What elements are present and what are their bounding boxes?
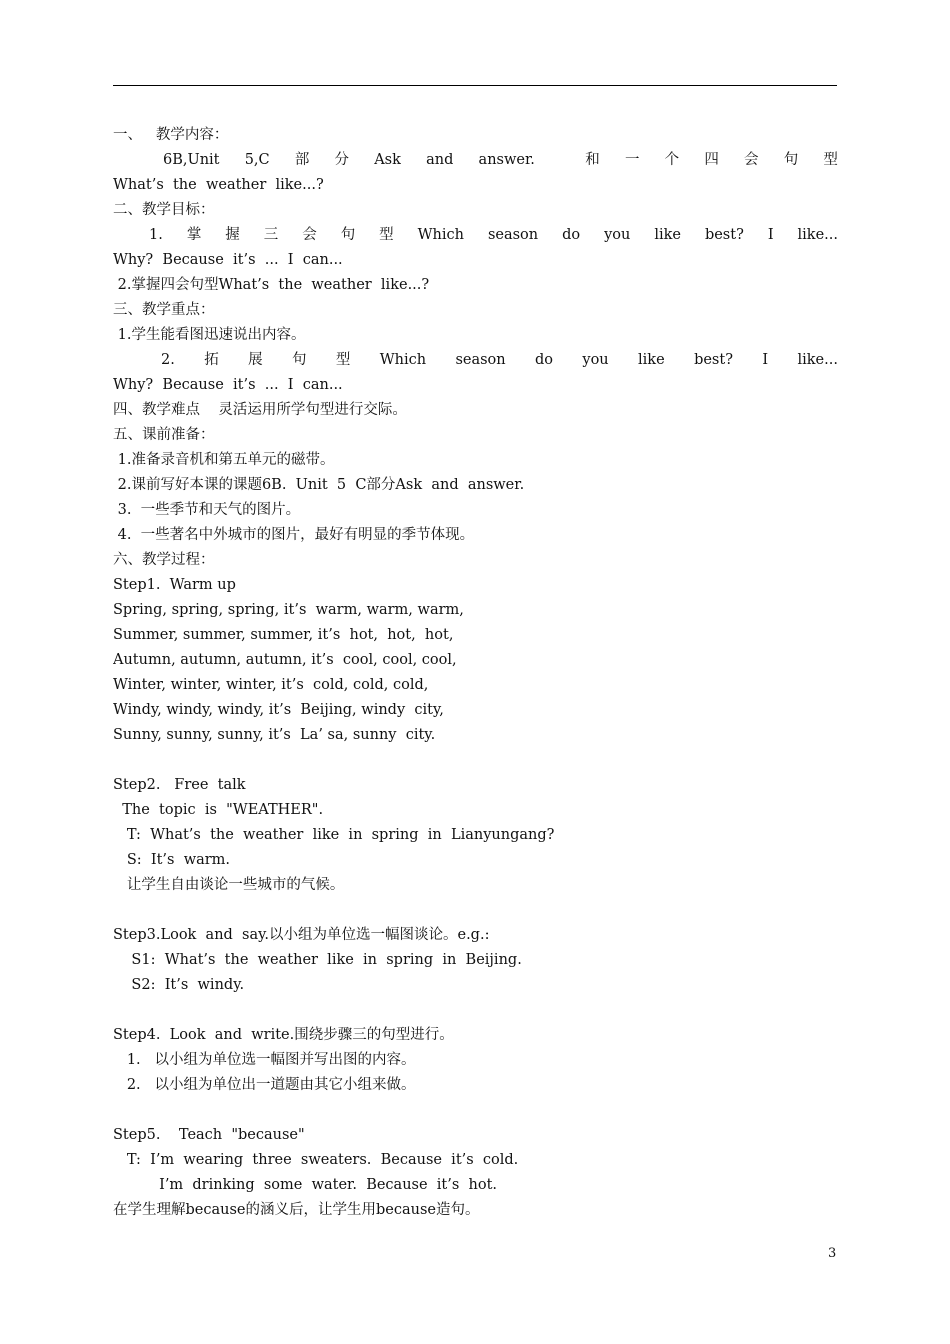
word: 6B,Unit	[163, 152, 220, 168]
word: like	[654, 227, 681, 243]
text-line: Step5. Teach "because"	[113, 1127, 305, 1143]
text-line: S1: What’s the weather like in spring in Beijing.	[113, 952, 522, 968]
blank-line	[113, 898, 838, 923]
blank-line	[113, 998, 838, 1023]
text-line: 五、课前准备：	[113, 427, 215, 443]
justified-line	[113, 348, 838, 373]
word: 句	[340, 227, 356, 243]
word: 分	[334, 152, 350, 168]
text-line: 4. 一些著名中外城市的图片，最好有明显的季节体现。	[113, 527, 475, 543]
word: 一	[624, 152, 640, 168]
word: do	[535, 352, 554, 368]
word: answer.	[478, 152, 535, 168]
text-line: 让学生自由谈论一些城市的气候。	[113, 877, 345, 893]
word: Ask	[374, 152, 401, 168]
word: best?	[694, 352, 733, 368]
word: you	[582, 352, 609, 368]
text-line: Windy, windy, windy, it’s Beijing, windy city,	[113, 702, 444, 718]
text-line: 3. 一些季节和天气的图片。	[113, 502, 301, 518]
word: 句	[783, 152, 799, 168]
word: 拓	[204, 352, 219, 368]
text-line: I’m drinking some water. Because it’s hot.	[113, 1177, 498, 1193]
word: season	[487, 227, 539, 243]
text-line: Step2. Free talk	[113, 777, 246, 793]
word: do	[562, 227, 581, 243]
text-line: Sunny, sunny, sunny, it’s La’ sa, sunny city.	[113, 727, 436, 743]
word: 三	[263, 227, 279, 243]
document-body	[113, 123, 838, 1223]
word: Which	[417, 227, 464, 243]
text-line: 1.准备录音机和第五单元的磁带。	[113, 452, 335, 468]
word: 个	[664, 152, 680, 168]
word: 掌	[186, 227, 202, 243]
text-line: 2.课前写好本课的课题6B. Unit 5 C部分Ask and answer.	[113, 477, 525, 493]
text-line: 四、教学难点 灵活运用所学句型进行交际。	[113, 402, 407, 418]
word: season	[455, 352, 506, 368]
text-line: Step4. Look and write.围绕步骤三的句型进行。	[113, 1027, 454, 1043]
text-line: 在学生理解because的涵义后，让学生用because造句。	[113, 1202, 480, 1218]
word: like...	[797, 227, 838, 243]
text-line: S2: It’s windy.	[113, 977, 245, 993]
word: Which	[379, 352, 427, 368]
word: you	[604, 227, 631, 243]
word: like	[638, 352, 665, 368]
text-line: 1.学生能看图迅速说出内容。	[113, 327, 306, 343]
text-line: 二、教学目标：	[113, 202, 215, 218]
text-line: Autumn, autumn, autumn, it’s cool, cool, cool,	[113, 652, 457, 668]
text-line: Step3.Look and say.以小组为单位选一幅图谈论。e.g.:	[113, 927, 490, 943]
page-number: 3	[828, 1246, 837, 1261]
text-line: 三、教学重点：	[113, 302, 215, 318]
text-line: 1. 以小组为单位选一幅图并写出图的内容。	[113, 1052, 416, 1068]
text-line: Why? Because it’s ... I can...	[113, 252, 343, 268]
word: 句	[291, 352, 307, 368]
word: I	[762, 352, 769, 368]
word: I	[767, 227, 774, 243]
blank-line	[113, 748, 838, 773]
text-line: Step1. Warm up	[113, 577, 236, 593]
word: 型	[335, 352, 351, 368]
text-line: S: It’s warm.	[113, 852, 231, 868]
word: 和	[585, 152, 600, 168]
text-line: Winter, winter, winter, it’s cold, cold, cold,	[113, 677, 429, 693]
text-line: Summer, summer, summer, it’s hot, hot, hot,	[113, 627, 454, 643]
text-line: What’s the weather like...?	[113, 177, 324, 193]
text-line: Spring, spring, spring, it’s warm, warm, warm,	[113, 602, 464, 618]
word: best?	[704, 227, 744, 243]
justified-line	[113, 148, 838, 173]
word: 5,C	[244, 152, 270, 168]
word: and	[426, 152, 454, 168]
word: 型	[823, 152, 838, 168]
word: 会	[302, 227, 317, 243]
header-rule	[113, 85, 837, 86]
word: 部	[294, 152, 310, 168]
text-line: 2. 以小组为单位出一道题由其它小组来做。	[113, 1077, 416, 1093]
word: 1.	[149, 227, 163, 243]
text-line: 一、 教学内容：	[113, 127, 229, 143]
word: like...	[797, 352, 838, 368]
word: 型	[379, 227, 394, 243]
word: 握	[225, 227, 240, 243]
text-line: T: What’s the weather like in spring in Lianyungang?	[113, 827, 555, 843]
text-line: Why? Because it’s ... I can...	[113, 377, 343, 393]
word: 展	[248, 352, 263, 368]
text-line: 2.掌握四会句型What’s the weather like...?	[113, 277, 430, 293]
justified-line	[113, 223, 838, 248]
blank-line	[113, 1098, 838, 1123]
word: 四	[704, 152, 719, 168]
text-line: The topic is "WEATHER".	[113, 802, 324, 818]
text-line: T: I’m wearing three sweaters. Because it’s cold.	[113, 1152, 519, 1168]
word: 2.	[161, 352, 175, 368]
word: 会	[744, 152, 759, 168]
text-line: 六、教学过程：	[113, 552, 215, 568]
